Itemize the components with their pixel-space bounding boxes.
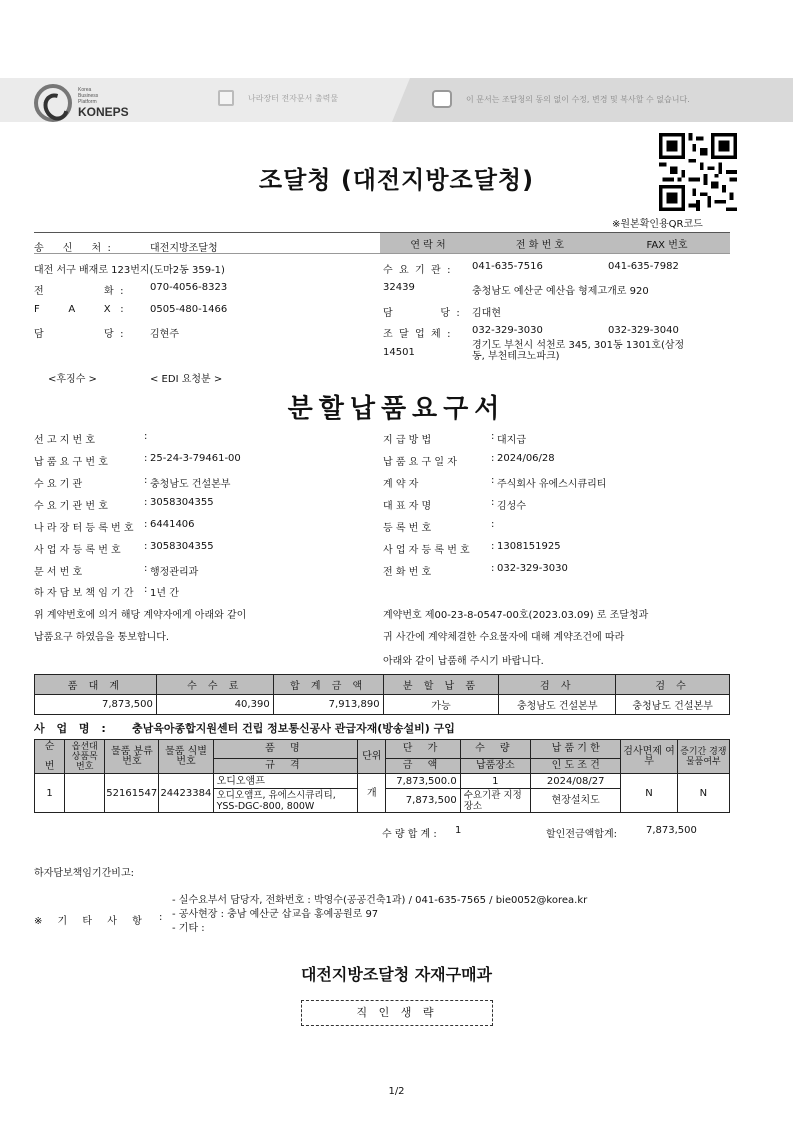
- info-colon: :: [144, 563, 148, 574]
- info-colon: :: [491, 475, 495, 486]
- page-number: 1/2: [388, 1086, 405, 1097]
- fax-header: FAX 번호: [646, 239, 688, 251]
- info-colon: :: [144, 497, 148, 508]
- other-line-1: - 실수요부서 담당자, 전화번호 : 박영수(공공건축1과) / 041-635-7565 / bie0052@korea.kr: [172, 895, 588, 906]
- summary-header-row: [35, 675, 730, 695]
- summary-header: 검 사: [499, 675, 616, 695]
- item-ident-no: 24423384: [159, 774, 213, 813]
- items-header-place: 납품장소: [460, 759, 530, 774]
- info-label: 전 화 번 호: [383, 567, 432, 578]
- info-colon: :: [491, 563, 495, 574]
- info-label: 대 표 자 명: [383, 501, 432, 512]
- divider: [34, 253, 730, 254]
- info-colon: :: [144, 475, 148, 486]
- info-colon: :: [144, 453, 148, 464]
- warranty-note: 하자담보책임기간비고:: [34, 868, 134, 879]
- other-colon: :: [159, 912, 163, 923]
- item-name: 오디오앰프: [213, 774, 358, 789]
- supplier-address-line: 동, 부천테크노파크): [472, 351, 560, 362]
- items-header-amount: 금 액: [386, 759, 460, 774]
- item-exempt: N: [621, 774, 677, 813]
- info-value: 3058304355: [150, 541, 214, 552]
- copy-notice-text: 이 문서는 조달청의 동의 없이 수정, 변경 및 복사할 수 없습니다.: [466, 94, 690, 104]
- supplier-address-line: 경기도 부천시 석천로 345, 301동 1301호(삼정: [472, 340, 685, 351]
- item-amount: 7,873,500: [386, 789, 460, 813]
- project-name: 충남육아종합지원센터 건립 정보통신공사 관급자재(방송설비) 구입: [132, 722, 455, 735]
- total-amount-label: 할인전금액합계:: [546, 829, 617, 840]
- items-header-qty: 수 량: [460, 740, 530, 759]
- sender-label: 송 신 처 :: [34, 243, 111, 254]
- summary-value: 가능: [383, 695, 499, 715]
- notice-right-1: 계약번호 제00-23-8-0547-00호(2023.03.09) 로 조달청과: [383, 610, 649, 621]
- info-value: 25-24-3-79461-00: [150, 453, 241, 464]
- items-header-cat: 옵션대 상품목 번호: [65, 740, 105, 774]
- demand-zip: 32439: [383, 282, 415, 293]
- total-amount: 7,873,500: [646, 825, 697, 836]
- koneps-logo: [34, 84, 129, 122]
- item-class-no: 52161547: [105, 774, 159, 813]
- summary-value-row: [35, 695, 730, 715]
- info-colon: :: [144, 431, 148, 442]
- info-value: 3058304355: [150, 497, 214, 508]
- info-colon: :: [491, 497, 495, 508]
- issuing-department: 대전지방조달청 자재구매과: [300, 965, 493, 984]
- summary-header: 분 할 납 품: [383, 675, 499, 695]
- logo-subtext: Business: [78, 93, 99, 99]
- item-cat: [65, 774, 105, 813]
- summary-value: 40,390: [156, 695, 273, 715]
- info-colon: :: [491, 541, 495, 552]
- supplier-phone: 032-329-3030: [472, 325, 543, 336]
- info-label: 납 품 요 구 번 호: [34, 457, 108, 468]
- summary-value: 충청남도 건설본부: [616, 695, 730, 715]
- summary-table: [34, 674, 730, 715]
- total-qty-label: 수 량 합 계 :: [382, 829, 437, 840]
- supplier-address: [472, 340, 684, 362]
- info-label: 선 고 지 번 호: [34, 435, 96, 446]
- item-place: 수요기관 지정장소: [460, 789, 530, 813]
- items-header-terms: 인 도 조 건: [531, 759, 621, 774]
- notice-right-2: 귀 사간에 계약체결한 수요물자에 대해 계약조건에 따라: [383, 632, 625, 643]
- supplier-fax: 032-329-3040: [608, 325, 679, 336]
- logo-name: KONEPS: [78, 105, 129, 119]
- notice-right-3: 아래와 같이 납품해 주시기 바랍니다.: [383, 656, 544, 667]
- info-label: 사 업 자 등 록 번 호: [383, 545, 470, 556]
- seal-omitted-box: 직 인 생 략: [301, 1000, 493, 1026]
- info-value: 1년 간: [150, 588, 179, 599]
- copy-notice: [432, 90, 690, 108]
- items-table: [34, 739, 730, 813]
- summary-value: 7,873,500: [35, 695, 157, 715]
- summary-header: 검 수: [616, 675, 730, 695]
- header-text: 번: [44, 760, 55, 772]
- sender-address: 대전 서구 배재로 123번지(도마2동 359-1): [34, 265, 225, 276]
- demand-address: 충청남도 예산군 예산읍 형제고개로 920: [472, 286, 649, 297]
- items-header-row: [35, 740, 730, 759]
- item-price: 7,873,500.0: [386, 774, 460, 789]
- item-qty: 1: [460, 774, 530, 789]
- info-label: 수 요 기 관 번 호: [34, 501, 108, 512]
- phone-header: 전 화 번 호: [515, 239, 565, 251]
- info-value: 김성수: [497, 501, 526, 512]
- demand-label: 수 요 기 관 :: [383, 265, 451, 276]
- info-colon: :: [144, 541, 148, 552]
- info-colon: :: [491, 519, 495, 530]
- info-value: 행정관리과: [150, 567, 199, 578]
- info-label: 납 품 요 구 일 자: [383, 457, 457, 468]
- info-colon: :: [144, 584, 148, 595]
- item-seq: 1: [35, 774, 65, 813]
- header-text: 순: [44, 740, 55, 752]
- contact-table-header: [380, 233, 730, 253]
- items-header-class: 물품 분류번호: [105, 740, 159, 774]
- fax-label: F A X :: [34, 304, 124, 315]
- phone-value: 070-4056-8323: [150, 282, 228, 293]
- info-colon: :: [144, 519, 148, 530]
- page-title: 조달청 (대전지방조달청): [258, 166, 535, 194]
- manager-label: 담 당 :: [34, 329, 124, 340]
- info-label: 사 업 자 등 록 번 호: [34, 545, 121, 556]
- logo-subtext: Platform: [78, 99, 97, 105]
- items-header-extend: 증기간 경쟁 물품여부: [677, 740, 729, 774]
- info-label: 등 록 번 호: [383, 523, 432, 534]
- items-header-due: 납 품 기 한: [531, 740, 621, 759]
- item-due: 2024/08/27: [531, 774, 621, 789]
- items-header-seq: [35, 740, 65, 774]
- notice-left-2: 납품요구 하였음을 통보합니다.: [34, 632, 170, 643]
- summary-header: 수 수 료: [156, 675, 273, 695]
- demand-manager: 김대현: [472, 308, 501, 319]
- info-value: 주식회사 유에스시큐리티: [497, 479, 607, 490]
- info-value: 충청남도 건설본부: [150, 479, 231, 490]
- fax-value: 0505-480-1466: [150, 304, 228, 315]
- item-terms: 현장설치도: [531, 789, 621, 813]
- supplier-label: 조 달 업 체 :: [383, 329, 451, 340]
- item-unit: 개: [358, 774, 386, 813]
- receipt-type: <후징수 >: [48, 374, 97, 385]
- phone-label: 전 화 :: [34, 286, 124, 297]
- notice-left-1: 위 계약번호에 의거 해당 계약자에게 아래와 같이: [34, 610, 247, 621]
- other-label: ※ 기 타 사 항: [34, 916, 148, 927]
- document-title: 분할납품요구서: [287, 394, 506, 424]
- items-header-name: 품 명: [213, 740, 358, 759]
- info-value: 1308151925: [497, 541, 561, 552]
- other-line-2: - 공사현장 : 충남 예산군 삽교읍 홍예공원로 97: [172, 909, 379, 920]
- table-row: [35, 774, 730, 789]
- other-line-3: - 기타 :: [172, 923, 205, 934]
- qr-caption: ※원본확인용QR코드: [612, 219, 703, 230]
- total-qty: 1: [455, 825, 462, 836]
- contact-header: 연 락 처: [410, 239, 446, 251]
- logo-subtext: Korea: [78, 87, 92, 93]
- items-header-spec: 규 격: [213, 759, 358, 774]
- info-value: 대지급: [497, 435, 526, 446]
- info-label: 지 급 방 법: [383, 435, 432, 446]
- supplier-zip: 14501: [383, 347, 415, 358]
- item-spec: 오디오앰프, 유에스시큐리티, YSS-DGC-800, 800W: [213, 789, 358, 813]
- info-colon: :: [491, 431, 495, 442]
- summary-header: 합 계 금 액: [273, 675, 383, 695]
- item-extend: N: [677, 774, 729, 813]
- items-header-price: 단 가: [386, 740, 460, 759]
- info-label: 나 라 장 터 등 록 번 호: [34, 523, 134, 534]
- info-colon: :: [491, 453, 495, 464]
- summary-header: 품 대 계: [35, 675, 157, 695]
- items-header-exempt: 검사면제 여부: [621, 740, 677, 774]
- manager-value: 김현주: [150, 329, 179, 340]
- print-label-text: 나라장터 전자문서 출력물: [248, 93, 339, 103]
- project-label: 사 업 명 :: [34, 722, 110, 735]
- info-label: 계 약 자: [383, 479, 419, 490]
- summary-value: 충청남도 건설본부: [499, 695, 616, 715]
- demand-phone: 041-635-7516: [472, 261, 543, 272]
- document-icon: [218, 90, 234, 106]
- info-label: 문 서 번 호: [34, 567, 83, 578]
- print-output-label: [218, 90, 338, 106]
- items-header-ident: 물품 식별번호: [159, 740, 213, 774]
- info-value: 2024/06/28: [497, 453, 555, 464]
- printer-icon: [432, 90, 452, 108]
- info-label: 수 요 기 관: [34, 479, 83, 490]
- items-header-unit: 단위: [358, 740, 386, 774]
- info-label: 하 자 담 보 책 임 기 간: [34, 588, 134, 599]
- info-value: 032-329-3030: [497, 563, 568, 574]
- sender-value: 대전지방조달청: [150, 243, 218, 254]
- edi-type: < EDI 요청분 >: [150, 374, 223, 385]
- info-value: 6441406: [150, 519, 195, 530]
- summary-value: 7,913,890: [273, 695, 383, 715]
- demand-manager-label: 담 당 :: [383, 308, 460, 319]
- koneps-logo-icon: [34, 84, 72, 122]
- demand-fax: 041-635-7982: [608, 261, 679, 272]
